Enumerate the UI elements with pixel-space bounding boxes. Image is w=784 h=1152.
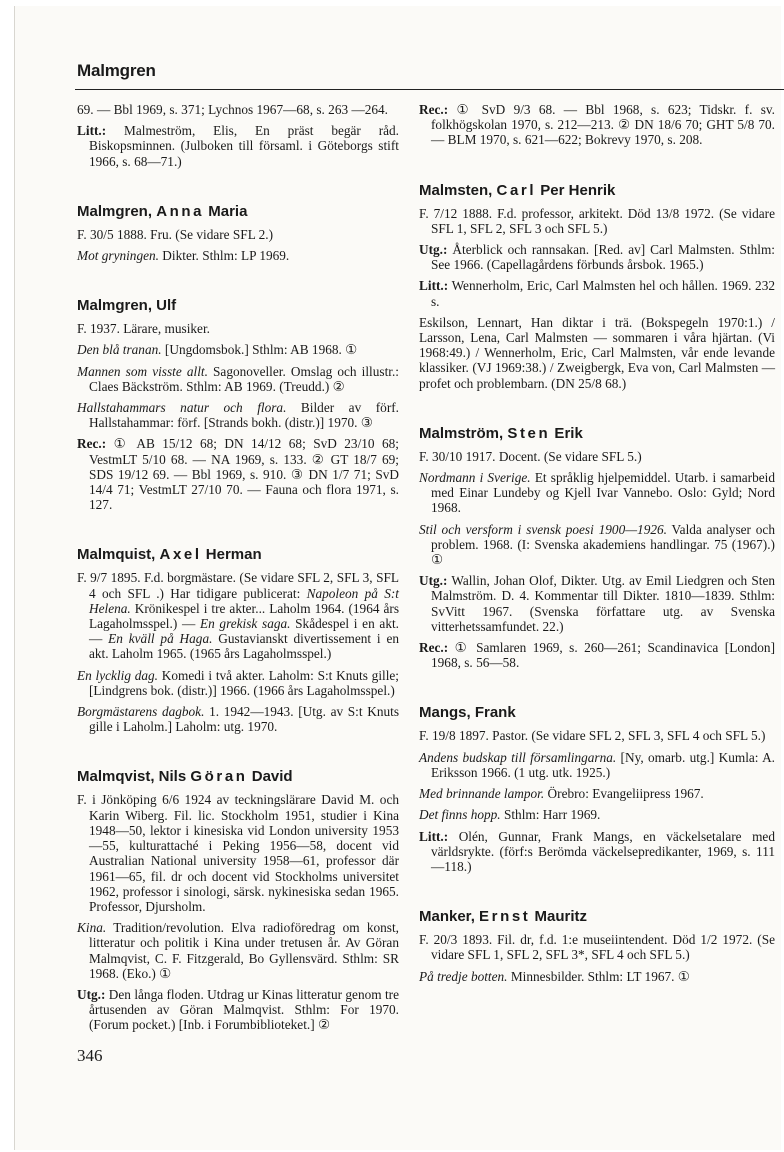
entry-heading-name: Malmquist, (77, 546, 160, 564)
continued-entry (77, 102, 399, 169)
entry-heading-name: Mauritz (530, 908, 588, 926)
entry-text: Sagonoveller. Omslag och illustr.: Claes Bäckström. Sthlm: AB 1969. (Treudd.) ② (89, 363, 399, 394)
entry-text: Återblick och rannsakan. [Red. av] Carl Malmsten. Sthlm: See 1966. (Capellagårdens förbunds årsbok. 1965.) (431, 242, 775, 273)
work-title: Nordmann i Sverige. (419, 470, 531, 486)
work-title: Borgmästarens dagbok. (77, 704, 205, 720)
work-title: Mot gryningen. (77, 248, 159, 264)
work-title: Hallstahammars natur och flora. (77, 400, 287, 416)
entry-text: F. 19/8 1897. Pastor. (Se vidare SFL 2, SFL 3, SFL 4 och SFL 5.) (419, 728, 766, 744)
entry-text: Malmeström, Elis, En präst begär råd. Biskopsminnen. (Julboken till församl. i Göteborgs stift 1966, s. 68—71.) (89, 123, 399, 169)
section-label: Litt.: (419, 278, 449, 294)
work-title: Det finns hopp. (419, 807, 501, 823)
entry-line (419, 449, 775, 464)
work-title: En grekisk saga. (199, 616, 291, 632)
entry-heading-name: Maria (204, 202, 248, 220)
entry-text: F. 7/12 1888. F.d. professor, arkitekt. Död 13/8 1972. (Se vidare SFL 1, SFL 2, SFL 3 och SFL 5.) (419, 205, 775, 236)
biography-entry (419, 908, 775, 984)
work-title: Napoleon på S:t Helena. (89, 585, 399, 616)
entry-line (419, 750, 775, 780)
section-label: Rec.: (419, 640, 449, 656)
entry-text: [Ny, omarb. utg.] Kumla: A. Eriksson 1966. (1 utg. utk. 1925.) (431, 749, 776, 780)
entry-heading-name: Manker, (419, 908, 480, 926)
entry-line (419, 969, 775, 984)
biography-entry (77, 546, 399, 734)
entry-text: Bilder av förf. Hallstahammar: förf. [Strands bokh. (distr.)] 1970. ③ (89, 400, 399, 431)
entry-line (77, 704, 399, 734)
continued-entry (419, 102, 775, 148)
entry-line (419, 786, 775, 801)
entry-heading (77, 297, 399, 315)
entry-line (77, 342, 399, 357)
entry-text: Wallin, Johan Olof, Dikter. Utg. av Emil Liedgren och Sten Malmström. D. 4. Kommentar till Dikter. 1810—1839. Sthlm: SvVitt 1967. (Svenska författare utg. av Svenska vitterhetssamfundet. 22.) (431, 573, 775, 634)
entry-line (419, 206, 775, 236)
section-label: Utg.: (77, 986, 106, 1002)
entry-text: ① Samlaren 1969, s. 260—261; Scandinavica [London] 1968, s. 56—58. (431, 640, 775, 671)
entry-heading-name: Erik (550, 424, 583, 442)
entry-text: Gustavianskt divertissement i en akt. Laholm 1965. (1965 års Lagaholmsspel.) (89, 631, 399, 662)
section-label: Rec.: (77, 436, 107, 452)
entry-text: Sthlm: Harr 1969. (500, 807, 601, 823)
entry-line (77, 248, 399, 263)
entry-heading (419, 425, 775, 443)
work-title: Med brinnande lampor. (419, 786, 545, 802)
entry-line (419, 728, 775, 743)
entry-text: F. 1937. Lärare, musiker. (77, 321, 210, 337)
section-label: Litt.: (77, 123, 107, 139)
entry-line: 69. — Bbl 1969, s. 371; Lychnos 1967—68, s. 263 —264. (77, 102, 389, 117)
entry-text: Olén, Gunnar, Frank Mangs, en väckelsetalare med världsrykte. (förf:s Berömda väckelsepredikanter, 1969, s. 111—118.) (431, 828, 775, 874)
entry-line (419, 242, 775, 272)
entry-line (419, 807, 775, 822)
entry-line (419, 932, 775, 962)
entry-text: Dikter. Sthlm: LP 1969. (158, 248, 290, 264)
entry-continuation: Eskilson, Lennart, Han diktar i trä. (Bokspegeln 1970:1.) / Larsson, Lena, Carl Malmsten — sommaren i våra hjärtan. (Vi 1968:49.) / Wennerholm, Eric, Carl Malmsten, vår ende levande klassiker. (VJ 1969:38.) / Zweigbergk, Eva von, Carl Malmsten — profet och problembarn. (DN 25/8 68.) (419, 314, 775, 391)
entry-line (419, 522, 775, 568)
entry-line (77, 400, 399, 430)
entry-heading-spaced-name: Ernst (479, 908, 531, 926)
biography-entry (419, 182, 775, 391)
biography-entry (77, 203, 399, 263)
entry-text: Minnesbilder. Sthlm: LT 1967. ① (507, 968, 690, 984)
work-title: Andens budskap till församlingarna. (419, 749, 617, 765)
entry-heading-name: Malmgren, (77, 202, 157, 220)
section-label: Utg.: (419, 242, 448, 258)
entry-heading-spaced-name: Axel (159, 546, 202, 564)
page-number: 346 (77, 1046, 103, 1065)
left-column (77, 102, 399, 1067)
entry-text: ① AB 15/12 68; DN 14/12 68; SvD 23/10 68; VestmLT 5/10 68. — NA 1969, s. 133. ② GT 18/7 69; SDS 19/12 69. — Bbl 1969, s. 910. ③ DN 1/7 71; SvD 14/4 71; VestmLT 27/10 70. — Fauna och flora 1971, s. 127. (89, 436, 399, 513)
entry-heading-spaced-name: Carl (496, 181, 537, 199)
entry-heading-name: Malmsten, (419, 181, 497, 199)
section-label: Utg.: (419, 573, 448, 589)
entry-text: Tradition/revolution. Elva radioföredrag om konst, litteratur och politik i Kina under tretusen år. Av Göran Malmqvist, C. F. Fitzgerald, Bo Gyllensvärd. Sthlm: SR 1968. (Eko.) ① (89, 920, 399, 981)
entry-line (77, 987, 399, 1033)
work-title: Kina. (77, 920, 107, 936)
work-title: Den blå tranan. (77, 342, 162, 358)
work-title: På tredje botten. (419, 968, 508, 984)
work-title: En kväll på Haga. (108, 631, 213, 647)
entry-text: Valda analyser och problem. 1968. (I: Svenska akademiens handlingar. 75 (1967).) ① (431, 521, 775, 568)
biography-entry (419, 425, 775, 671)
entry-line (77, 792, 399, 914)
entry-text: Örebro: Evangeliipress 1967. (544, 786, 704, 802)
entry-text: Skådespel i en akt. — (89, 616, 399, 647)
page (14, 6, 781, 1150)
work-title: Mannen som visste allt. (77, 363, 208, 379)
entry-heading (419, 182, 775, 200)
entry-heading-name: Mangs, Frank (419, 704, 516, 722)
entry-line (419, 640, 775, 670)
entry-text: F. 30/10 1917. Docent. (Se vidare SFL 5.) (419, 448, 642, 464)
entry-heading (77, 203, 399, 221)
entry-heading-spaced-name: Anna (156, 202, 205, 220)
entry-text: F. 30/5 1888. Fru. (Se vidare SFL 2.) (77, 226, 274, 242)
entry-heading (419, 908, 775, 926)
entry-heading (419, 704, 775, 722)
entry-text: F. 20/3 1893. Fil. dr, f.d. 1:e museiintendent. Död 1/2 1972. (Se vidare SFL 1, SFL 2, SFL 3*, SFL 4 och SFL 5.) (419, 932, 775, 963)
biography-entry (77, 297, 399, 512)
entry-heading-name: Herman (201, 546, 262, 564)
entry-line (77, 227, 399, 242)
header-rule (75, 89, 784, 90)
entry-line (77, 364, 399, 394)
entry-line (419, 573, 775, 634)
biography-entry (419, 704, 775, 874)
entry-heading-spaced-name: Sten (507, 424, 551, 442)
entry-heading (77, 768, 399, 786)
entry-heading-spaced-name: Göran (190, 768, 248, 786)
entry-text: Wennerholm, Eric, Carl Malmsten hel och hållen. 1969. 232 s. (431, 278, 775, 309)
entry-heading-name: Malmström, (419, 424, 508, 442)
work-title: En lycklig dag. (77, 667, 159, 683)
entry-text: Den långa floden. Utdrag ur Kinas litteratur genom tre årtusenden av Göran Malmqvist. Sthlm: For 1970. (Forum pocket.) [Inb. i Forumbiblioteket.] ② (89, 986, 399, 1033)
entry-text: ① SvD 9/3 68. — Bbl 1968, s. 623; Tidskr. f. sv. folkhögskolan 1970, s. 212—213. ② DN 18/6 70; GHT 5/8 70. — BLM 1970, s. 621—622; Bokrevy 1970, s. 208. (431, 102, 775, 148)
entry-line (419, 829, 775, 875)
entry-line (419, 102, 775, 148)
entry-heading-name: Malmqvist, Nils (77, 768, 191, 786)
entry-text: [Ungdomsbok.] Sthlm: AB 1968. ① (161, 342, 358, 358)
entry-text: F. i Jönköping 6/6 1924 av teckningslärare David M. och Karin Wiberg. Fil. lic. Stockholm 1951, studier i Kina 1948—50, lektor i kinesiska vid London university 1953—55, kulturattaché i Peking 1956—58, docent vid Australian National university 1958—61, professor där 1961—65, fil. dr och docent vid Stockholms universitet 1962, professor i sinologi, särsk. nykinesiska sedan 1965. Professor, Djursholm. (77, 792, 399, 914)
section-label: Rec.: (419, 102, 449, 117)
entry-line (77, 321, 399, 336)
entry-line (77, 123, 399, 169)
entry-heading-name: Per Henrik (536, 181, 616, 199)
entry-heading-name: David (247, 768, 293, 786)
entry-line (419, 470, 775, 516)
entry-text: F. 9/7 1895. F.d. borgmästare. (Se vidare SFL 2, SFL 3, SFL 4 och SFL .) Har tidigare publicerat: (77, 570, 399, 601)
right-column (419, 102, 775, 1018)
entry-text: Komedi i två akter. Laholm: S:t Knuts gille; [Lindgrens bok. (distr.)] 1966. (1966 års Lagaholmsspel.) (89, 667, 399, 698)
entry-heading (77, 546, 399, 564)
entry-heading-name: Malmgren, Ulf (77, 297, 177, 315)
entry-line (419, 278, 775, 308)
entry-text: Krönikespel i tre akter... Laholm 1964. (1964 års Lagaholmsspel.) — (89, 600, 399, 632)
entry-text: 1. 1942—1943. [Utg. av S:t Knuts gille i Laholm.] Laholm: utg. 1970. (89, 704, 399, 735)
entry-line (77, 668, 399, 698)
entry-line (77, 436, 399, 512)
entry-line (77, 570, 399, 661)
running-head: Malmgren (77, 61, 156, 80)
work-title: Stil och versform i svensk poesi 1900—1926. (419, 521, 667, 537)
entry-text: Et språklig hjelpemiddel. Utarb. i samarbeid med Einar Lundeby og Kjell Ivar Vannebo. Oslo: Gyld; Nord 1968. (431, 470, 776, 516)
biography-entry (77, 768, 399, 1032)
entry-line (77, 920, 399, 981)
section-label: Litt.: (419, 828, 449, 844)
